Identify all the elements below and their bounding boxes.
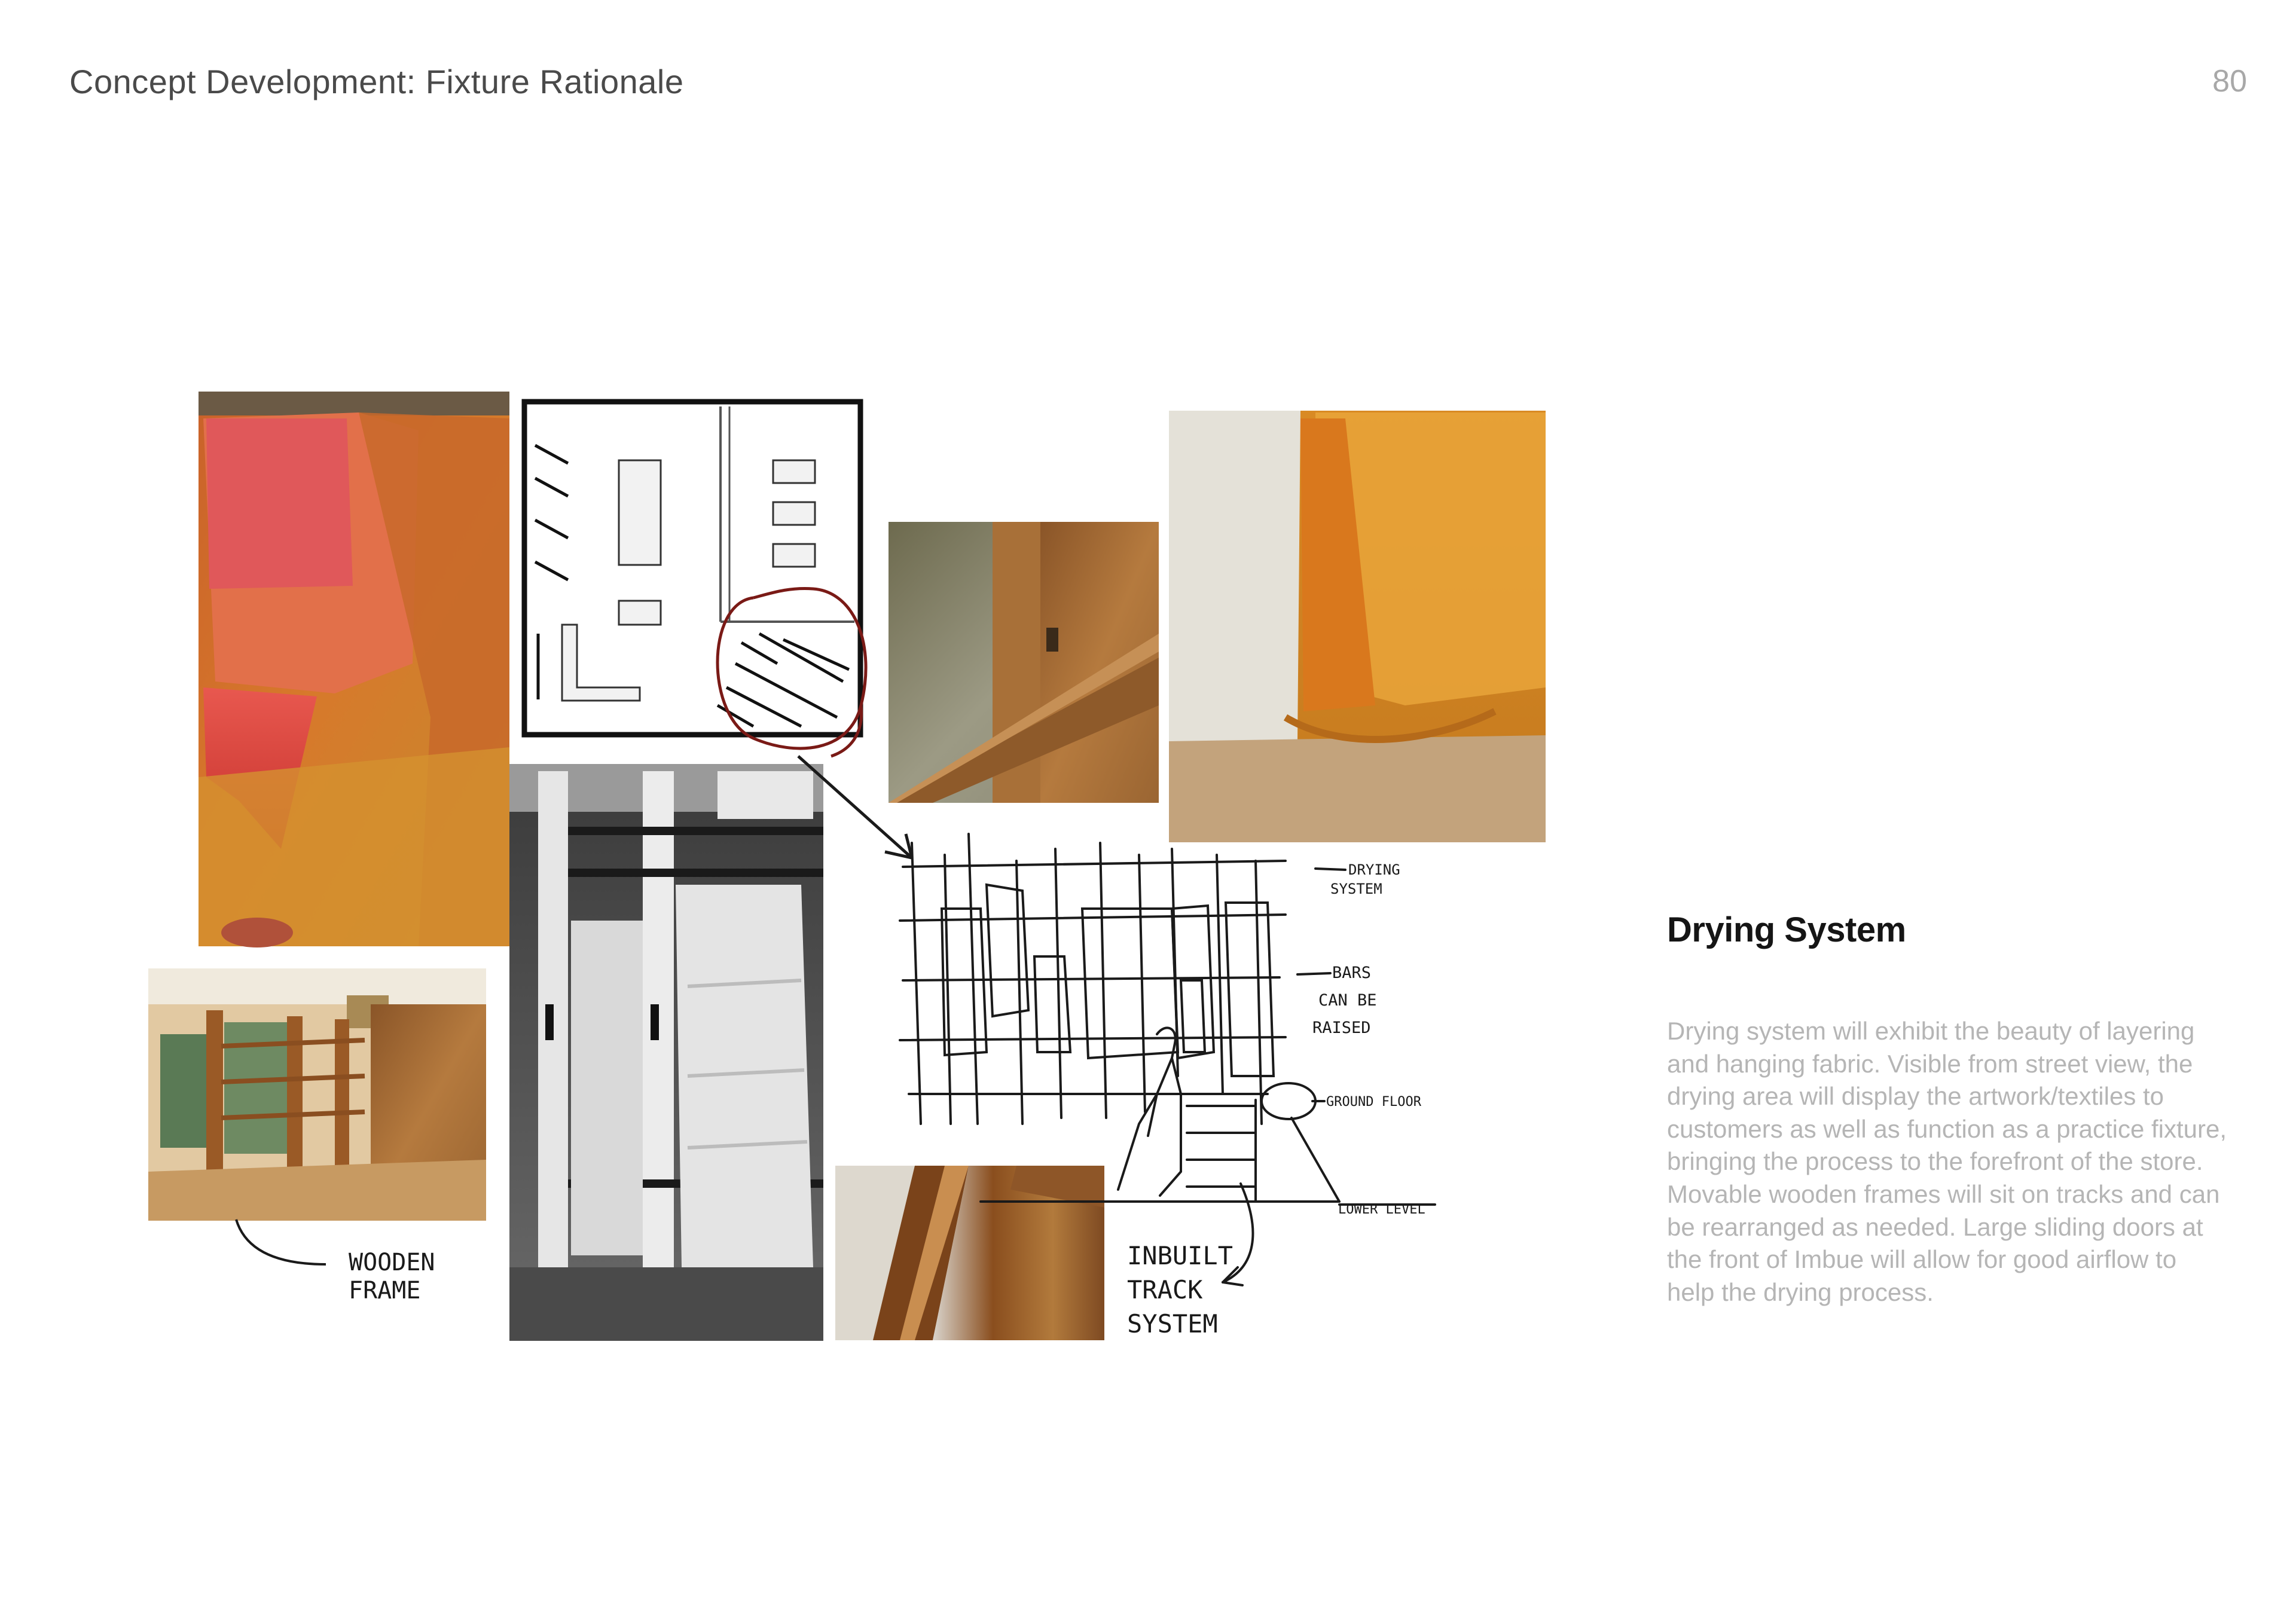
fabric-photo <box>199 392 509 947</box>
wooden-frame-pointer <box>236 1219 326 1264</box>
inbuilt-track-label-3: SYSTEM <box>1127 1309 1218 1338</box>
drying-system-label-1: DRYING <box>1348 861 1400 878</box>
page-number: 80 <box>2212 64 2247 99</box>
page-title: Concept Development: Fixture Rationale <box>69 63 684 100</box>
track-system-photo <box>835 1166 1104 1340</box>
inbuilt-track-label-1: INBUILT <box>1127 1241 1234 1270</box>
section-heading: Drying System <box>1667 910 1906 949</box>
drying-system-label-2: SYSTEM <box>1330 881 1382 897</box>
wooden-sliding-door-photo <box>889 522 1159 803</box>
ground-floor-label: GROUND FLOOR <box>1326 1095 1421 1109</box>
floor-plan-sketch <box>509 392 868 756</box>
inbuilt-track-label-2: TRACK <box>1127 1275 1203 1304</box>
wooden-frame-label-1: WOODEN <box>349 1249 435 1276</box>
section-body: Drying system will exhibit the beauty of layering and hanging fabric. Visible from street view, the drying area will display the artwork/textiles to customers as well as function as a practice fixture, bringing the process to the forefront of the store. Movable wooden frames will sit on tracks and can be rearranged as needed. Large sliding doors at the front of Imbue will allow for good airflow to help the drying process. <box>1667 1017 2227 1306</box>
drying-rack-bw-photo <box>509 764 823 1341</box>
lower-level-label: LOWER LEVEL <box>1338 1202 1425 1217</box>
bars-label-2: CAN BE <box>1318 991 1377 1010</box>
saffron-fabric-photo <box>1169 411 1546 842</box>
bars-label-1: BARS <box>1332 964 1372 982</box>
wooden-frame-room-photo <box>148 968 486 1221</box>
bars-label-3: RAISED <box>1312 1019 1371 1037</box>
wooden-frame-label-2: FRAME <box>349 1277 421 1304</box>
